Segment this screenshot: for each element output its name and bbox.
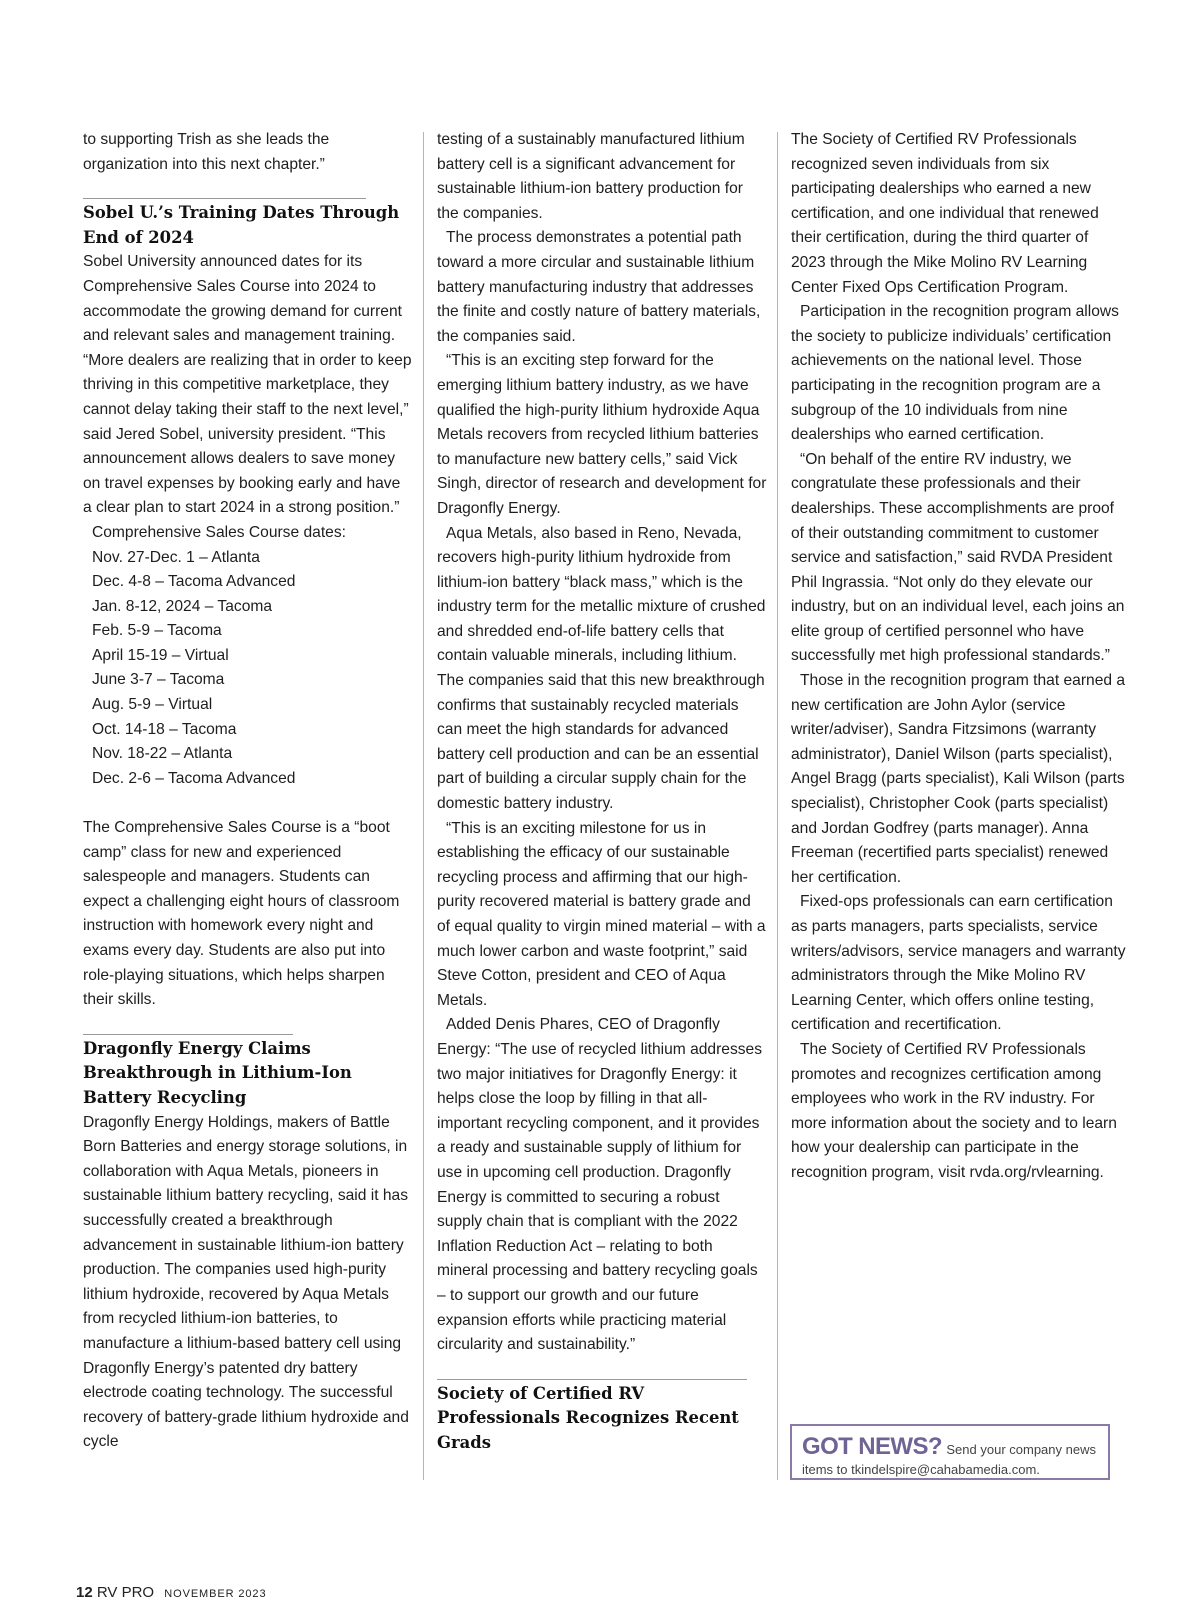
society-paragraph-1: The Society of Certified RV Professionals recognized seven individuals from six participating dealerships who earned a new certification, and one individual that renewed their certification, during the third quarter of 2023 through the Mike Molino RV Learning Center Fixed Ops Certification Program. xyxy=(791,131,1099,296)
column-3 xyxy=(791,128,1126,1186)
got-news-text-1: Send your company news xyxy=(946,1442,1096,1457)
section-divider xyxy=(437,1379,747,1380)
society-paragraph-2: Participation in the recognition program allows the society to publicize individuals’ certification achievements on the national level. Those participating in the recognition program are a subgroup of the 10 individuals from nine dealerships who earned certification. xyxy=(791,303,1119,444)
column-divider-1 xyxy=(423,132,424,1480)
society-paragraph-3: “On behalf of the entire RV industry, we congratulate these professionals and their dealerships. These accomplishments are proof of their outstanding commitment to customer service and satisfaction,” said RVDA President Phil Ingrassia. “Not only do they elevate our industry, but on an individual level, each joins an elite group of certified personnel who have successfully met high professional standards.” xyxy=(791,450,1125,665)
dragonfly-paragraph-5: Aqua Metals, also based in Reno, Nevada, recovers high-purity lithium hydroxide from lithium-ion battery “black mass,” which is the industry term for the metallic mixture of crushed and shredded end-of-life battery cells that contain valuable minerals, including lithium. The companies said that this new breakthrough confirms that sustainably recycled materials can meet the high standards for advanced battery cell production and can be an essential part of building a circular supply chain for the domestic battery industry. xyxy=(437,524,766,813)
society-paragraph-4: Those in the recognition program that earned a new certification are John Aylor (service writer/adviser), Sandra Fitzsimons (warranty administrator), Daniel Wilson (parts specialist), Angel Bragg (parts specialist), Kali Wilson (parts specialist), Christopher Cook (parts specialist) and Jordan Godfrey (parts manager). Anna Freeman (recertified parts specialist) renewed her certification. xyxy=(791,672,1126,886)
dragonfly-paragraph-4: “This is an exciting step forward for the emerging lithium battery industry, as we have qualified the high-purity lithium hydroxide Aqua Metals recovers from recycled lithium batteries to manufacture new battery cells,” said Vick Singh, director of research and development for Dragonfly Energy. xyxy=(437,352,767,517)
course-dates-list xyxy=(83,546,413,792)
society-paragraph-5: Fixed-ops professionals can earn certification as parts managers, parts specialists, service writers/advisors, service managers and warranty administrators through the Mike Molino RV Learning Center, which offers online testing, certification and recertification. xyxy=(791,893,1126,1034)
intro-paragraph: to supporting Trish as she leads the organization into this next chapter.” xyxy=(83,131,330,173)
magazine-name: RV PRO xyxy=(96,1584,155,1601)
course-date: Aug. 5-9 – Virtual xyxy=(92,696,213,714)
dragonfly-heading: Dragonfly Energy Claims Breakthrough in Lithium-Ion Battery Recycling xyxy=(83,1038,352,1107)
got-news-headline: GOT NEWS? xyxy=(802,1433,942,1460)
sobel-heading: Sobel U.’s Training Dates Through End of 2024 xyxy=(83,203,400,247)
society-paragraph-6: The Society of Certified RV Professionals promotes and recognizes certification among employees who work in the RV industry. For more information about the society and to learn how your dealership can participate in the recognition program, visit rvda.org/rvlearning. xyxy=(791,1040,1117,1181)
course-date: Feb. 5-9 – Tacoma xyxy=(92,622,222,640)
issue-date: NOVEMBER 2023 xyxy=(164,1588,267,1600)
course-date: Nov. 18-22 – Atlanta xyxy=(92,745,233,763)
dragonfly-paragraph-6: “This is an exciting milestone for us in establishing the efficacy of our sustainable recycling process and affirming that our high-purity recovered material is battery grade and of equal quality to virgin mined material – with a much lower carbon and waste footprint,” said Steve Cotton, president and CEO of Aqua Metals. xyxy=(437,819,766,1009)
page-footer xyxy=(76,1584,266,1601)
course-date: June 3-7 – Tacoma xyxy=(92,671,225,689)
got-news-box xyxy=(790,1424,1110,1480)
dragonfly-paragraph-3: The process demonstrates a potential path toward a more circular and sustainable lithium battery manufacturing industry that addresses the finite and costly nature of battery materials, the companies said. xyxy=(437,229,761,345)
sobel-paragraph-2: The Comprehensive Sales Course is a “boot camp” class for new and experienced salespeople and managers. Students can expect a challenging eight hours of classroom instruction with homework every night and exams every day. Students are also put into role-playing situations, which helps sharpen their skills. xyxy=(83,819,400,1009)
column-1 xyxy=(83,128,413,1455)
sobel-paragraph-1: Sobel University announced dates for its Comprehensive Sales Course into 2024 to accommodate the growing demand for current and relevant sales and management training. “More dealers are realizing that in order to keep thriving in this competitive marketplace, they cannot delay taking their staff to the next level,” said Jered Sobel, university president. “This announcement allows dealers to save money on travel expenses by booking early and have a clear plan to start 2024 in a strong position.” xyxy=(83,253,412,517)
column-2 xyxy=(437,128,767,1455)
course-date: Oct. 14-18 – Tacoma xyxy=(92,720,237,738)
society-heading: Society of Certified RV Professionals Recognizes Recent Grads xyxy=(437,1383,739,1452)
page-number: 12 xyxy=(76,1584,93,1601)
section-divider xyxy=(83,198,366,199)
dragonfly-paragraph-2: testing of a sustainably manufactured lithium battery cell is a significant advancement for sustainable lithium-ion battery production for the companies. xyxy=(437,131,745,222)
course-date: Dec. 4-8 – Tacoma Advanced xyxy=(92,573,296,591)
course-date: Nov. 27-Dec. 1 – Atlanta xyxy=(92,548,260,566)
course-date: April 15-19 – Virtual xyxy=(92,646,229,664)
course-date: Dec. 2-6 – Tacoma Advanced xyxy=(92,769,296,787)
column-divider-2 xyxy=(777,132,778,1480)
section-divider xyxy=(83,1034,293,1035)
dragonfly-paragraph-7: Added Denis Phares, CEO of Dragonfly Energy: “The use of recycled lithium addresses two major initiatives for Dragonfly Energy: it helps close the loop by filling in that all-important recycling component, and it provides a ready and sustainable supply of lithium for use in upcoming cell production. Dragonfly Energy is committed to securing a robust supply chain that is compliant with the 2022 Inflation Reduction Act – relating to both mineral processing and battery recycling goals – to support our growth and our future expansion efforts while practicing material circularity and sustainability.” xyxy=(437,1016,763,1354)
course-date: Jan. 8-12, 2024 – Tacoma xyxy=(92,597,273,615)
dragonfly-paragraph-1: Dragonfly Energy Holdings, makers of Battle Born Batteries and energy storage solutions, in collaboration with Aqua Metals, pioneers in sustainable lithium battery recycling, said it has successfully created a breakthrough advancement in sustainable lithium-ion battery production. The companies used high-purity lithium hydroxide, recovered by Aqua Metals from recycled lithium-ion batteries, to manufacture a lithium-based battery cell using Dragonfly Energy’s patented dry battery electrode coating technology. The successful recovery of battery-grade lithium hydroxide and cycle xyxy=(83,1113,409,1451)
got-news-text-2: items to tkindelspire@cahabamedia.com. xyxy=(802,1462,1040,1477)
dates-label: Comprehensive Sales Course dates: xyxy=(92,523,346,541)
